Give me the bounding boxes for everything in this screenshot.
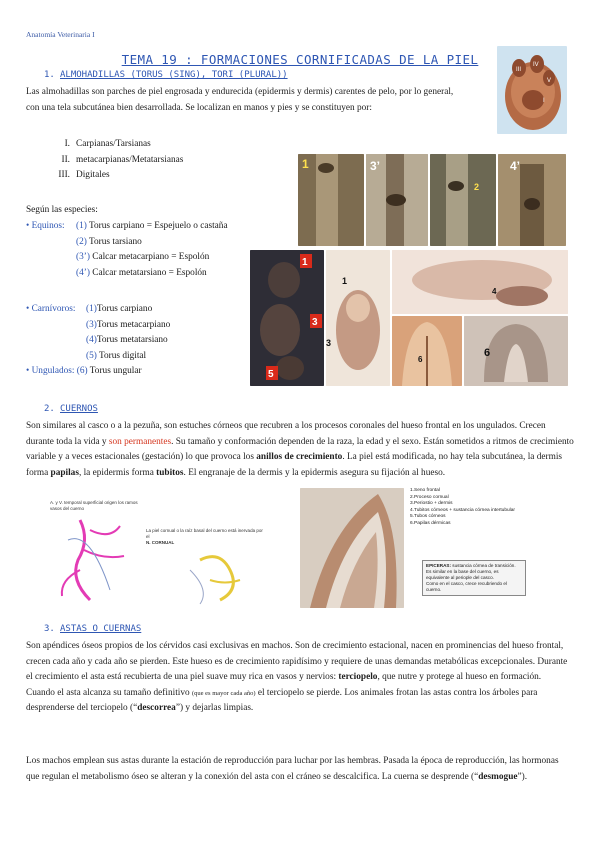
list-item: I. Carpianas/Tarsianas bbox=[64, 139, 151, 149]
paragraph-astas: Son apéndices óseos propios de los cérvidos casi exclusivas en machos. Son de crecimiento estacional, nacen en prominencias del hueso frontal, crecen cada año y cada año se pierden. Este hueso es de crecimiento rapidísimo y requiere de unas demandas metabólicas excepcionales. Durante el crecimiento el asta está recubierta de una piel suave muy rica en vasos y nervios: terciopelo, que nutre y protege al hueso en formación. Cuando el asta alcanza su tamaño definitivo (que es mayor cada año) el terciopelo se pierde. Los animales frotan las astas contra los árboles para desprenderse del terciopelo (“descorrea”) y dejarlas limpias. bbox=[26, 641, 568, 713]
section-2-heading bbox=[44, 404, 98, 414]
figure-caption: A. y V. temporal superficial origen los ramos vasos del cuerno bbox=[50, 500, 138, 511]
hoof-photo-sole-2 bbox=[464, 316, 568, 386]
epiceras-box: EPICERAS: sustancia córnea de transición. Es similar en la base del cuerno, es equivalente al periople del casco. Como en el casco, crece recubriendo el cuerno. bbox=[422, 560, 526, 596]
page-title: TEMA 19 : FORMACIONES CORNIFICADAS DE LA PIEL bbox=[121, 52, 479, 67]
paragraph-cuernos: Son similares al casco o a la pezuña, son estuches córneos que recubren a los procesos coronales del hueso frontal en los ungulados. Crecen durante toda la vida y son permanentes. Su tamaño y conformación dependen de la raza, la edad y el sexo. Están sometidos a ritmos de crecimiento variable y a veces estacionales (gestación) lo que provoca los anillos de crecimiento. La piel está modificada, no hay tela subcutánea, la dermis forma papilas, la epidermis forma tubitos. El engranaje de la dermis y la epidermis asegura su fijación al hueso. bbox=[26, 421, 574, 478]
paragraph-desmogue: Los machos emplean sus astas durante la estación de reproducción para luchar por las hembras. Pasada la época de reproducción, las hormonas que regulan el metabolismo óseo se alteran y la conexión del asta con el cráneo se descalcifica. La cuerna se desprende (“desmogue”). bbox=[26, 756, 559, 782]
ungulados-label: • Ungulados: bbox=[26, 366, 75, 376]
legend-item: 6.Papilas dérmicas bbox=[410, 520, 451, 526]
equinos-label: • Equinos: bbox=[26, 221, 65, 231]
section-number: 2. bbox=[44, 404, 55, 414]
horn-legend bbox=[410, 488, 580, 528]
horn-vessels-figure bbox=[50, 500, 290, 610]
horse-leg-photo-3 bbox=[430, 154, 496, 246]
label-3prime: 3’ bbox=[370, 159, 381, 173]
label-5-red: 5 bbox=[268, 369, 274, 380]
section-3-heading bbox=[44, 624, 141, 634]
equinos-list: • Equinos: (1) Torus carpiano = Espejuelo o castaña (2) Torus tarsiano (3’) Calcar metacarpiano = Espolón (4’) Calcar metatarsiano = Espolón bbox=[26, 221, 228, 278]
paw-label-iv: IV bbox=[533, 62, 539, 68]
label-6b: 6 bbox=[484, 347, 491, 359]
legend-item: 4.Tubitos córneos + sustancia córnea intertubular bbox=[410, 507, 516, 513]
legend-item: 2.Proceso cornual bbox=[410, 494, 449, 500]
section-1-heading bbox=[44, 70, 288, 80]
document-header: Anatomía Veterinaria I bbox=[26, 30, 95, 39]
paw-label-iii: III bbox=[516, 67, 522, 73]
label-2: 2 bbox=[474, 182, 480, 192]
species-intro: Según las especies: bbox=[26, 205, 98, 215]
label-3-red: 3 bbox=[312, 317, 318, 328]
section-number: 1. bbox=[44, 70, 55, 80]
horn-section-diagram bbox=[300, 488, 404, 608]
list-item: II. metacarpianas/Metatarsianas bbox=[61, 154, 184, 165]
carnivoros-list: • Carnívoros: (1)Torus carpiano (3)Torus metacarpiano (4)Torus metatarsiano (5) Torus digital • Ungulados: (6) Torus ungular bbox=[26, 304, 171, 376]
hoof-photo-sole-1 bbox=[392, 316, 462, 386]
legend-item: 3.Periostio + dermis bbox=[410, 501, 453, 507]
dog-paw-bone-photo bbox=[326, 250, 390, 386]
paragraph-almohadillas: Las almohadillas son parches de piel engrosada y endurecida (epidermis y dermis) carentes de pelo, por lo general, con una tela subcutánea bien desarrollada. Se localizan en manos y pies y se constituyen por: bbox=[26, 87, 454, 113]
legend-item: 1.Seno frontal bbox=[410, 488, 440, 493]
label-1: 1 bbox=[302, 157, 309, 171]
label-3b: 3 bbox=[326, 338, 332, 348]
carnivoros-label: • Carnívoros: bbox=[26, 304, 76, 314]
section-title: CUERNOS bbox=[60, 404, 98, 414]
label-1b: 1 bbox=[342, 276, 348, 286]
dog-paw-photo bbox=[497, 46, 567, 134]
label-1-red: 1 bbox=[302, 257, 308, 268]
section-title: ALMOHADILLAS (TORUS (SING), TORI (PLURAL)) bbox=[60, 70, 288, 80]
label-4: 4 bbox=[492, 287, 497, 296]
list-item: III. Digitales bbox=[58, 170, 110, 180]
list-almohadillas bbox=[52, 137, 272, 184]
horse-leg-photo-4 bbox=[498, 154, 566, 246]
label-6a: 6 bbox=[418, 355, 423, 364]
hoof-photo-side bbox=[392, 250, 568, 314]
horse-leg-photo-1 bbox=[298, 154, 364, 246]
label-4prime: 4’ bbox=[510, 159, 521, 173]
paw-label-i: I bbox=[543, 98, 545, 104]
figure-caption: La piel cornual o la raíz basal del cuerno está inervada por el N. CORNUAL bbox=[146, 528, 263, 545]
paw-label-v: V bbox=[547, 78, 552, 84]
legend-item: 5.Tubos córneos bbox=[410, 514, 446, 520]
dog-pad-photo bbox=[250, 250, 324, 386]
horse-leg-photo-2 bbox=[366, 154, 428, 246]
section-number: 3. bbox=[44, 624, 55, 634]
section-title: ASTAS O CUERNAS bbox=[60, 624, 142, 634]
